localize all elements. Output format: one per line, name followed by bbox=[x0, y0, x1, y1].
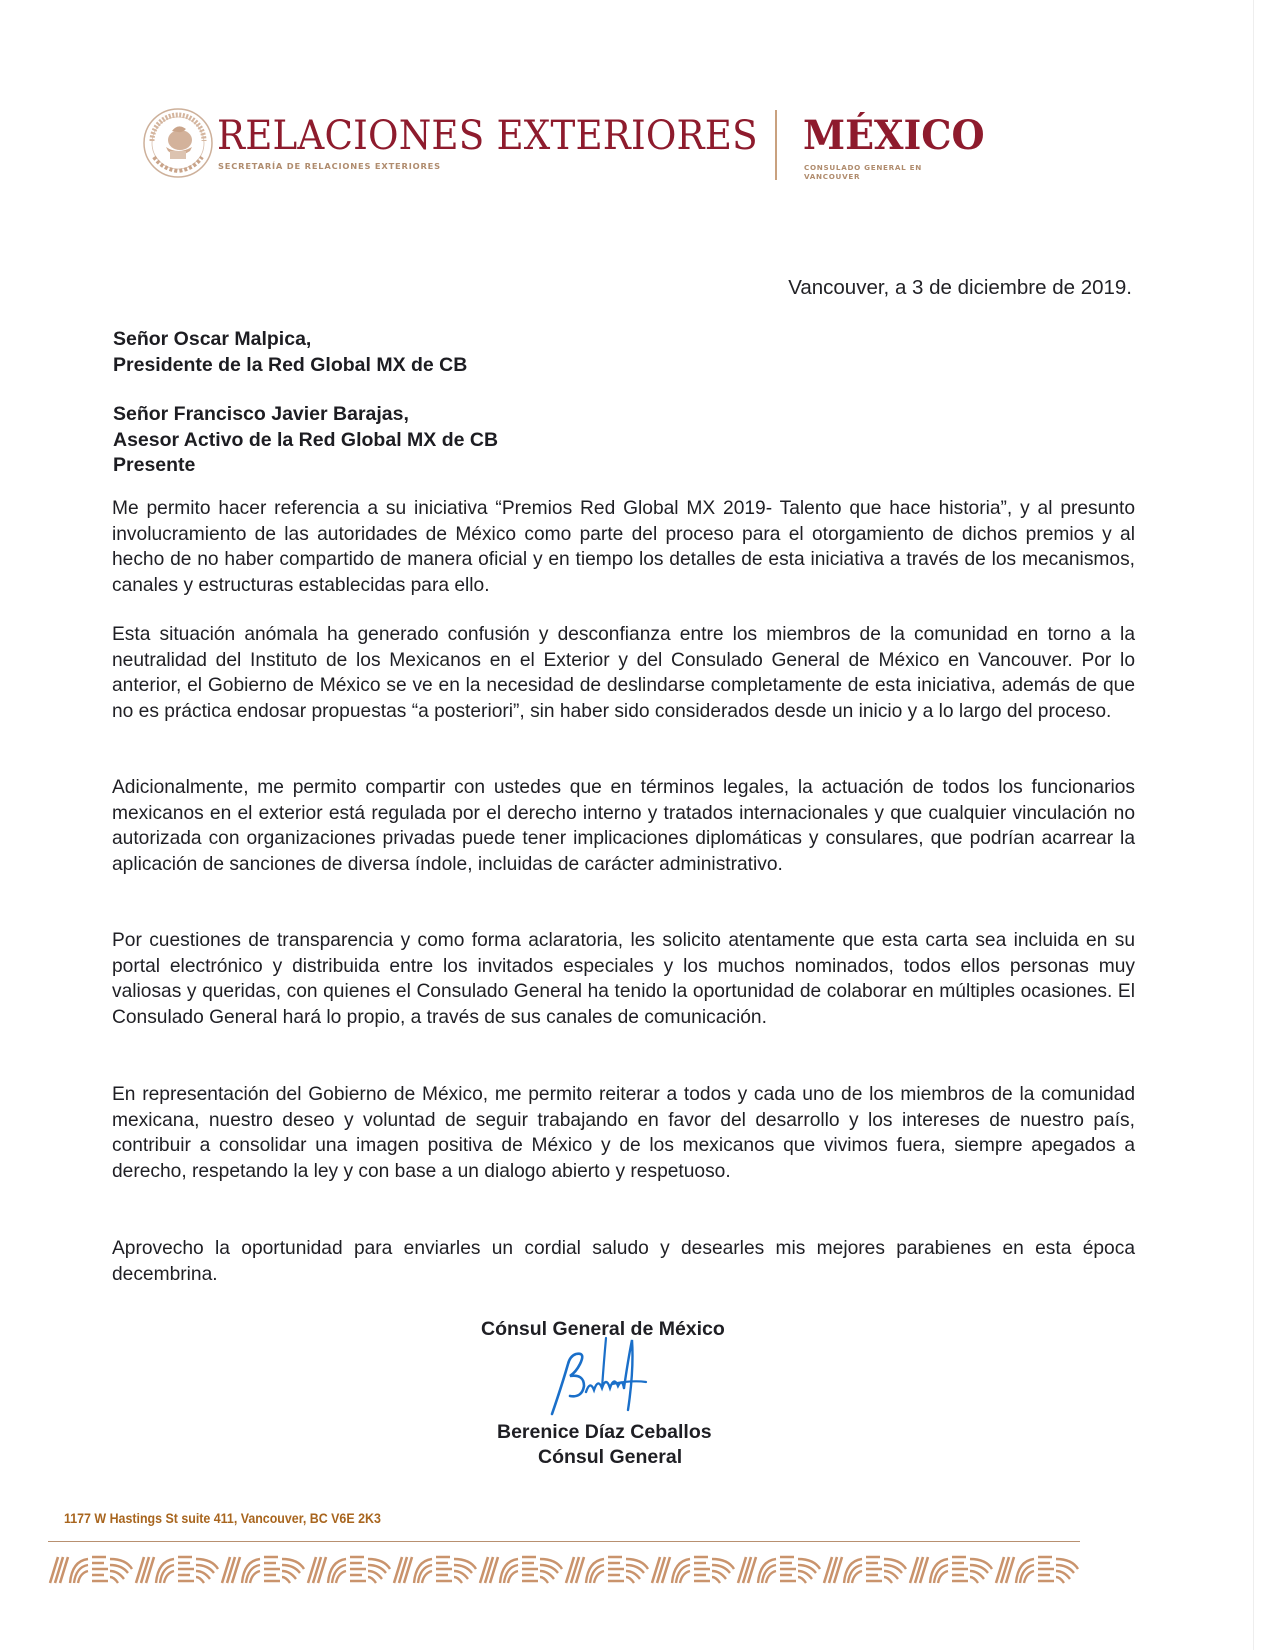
body-paragraph-5: En representación del Gobierno de México, me permito reiterar a todos y cada uno de los miembros de la comunidad mexicana, nuestro deseo y voluntad de seguir trabajando en favor del desarrollo y los intereses de nuestro país, contribuir a consolidar una imagen positiva de México y de los mexicanos que vivimos fuera, siempre apegados a derecho, respetando la ley y con base a un dialogo abierto y respetuoso. bbox=[112, 1084, 1135, 1182]
decorative-pattern-band-icon bbox=[48, 1553, 1080, 1585]
letter-date: Vancouver, a 3 de diciembre de 2019. bbox=[788, 276, 1132, 299]
footer-address: 1177 W Hastings St suite 411, Vancouver, BC V6E 2K3 bbox=[64, 1511, 381, 1526]
body-paragraph-4: Por cuestiones de transparencia y como forma aclaratoria, les solicito atentamente que esta carta sea incluida en su portal electrónico y distribuida entre los invitados especiales y los muchos nominados, todos ellos personas muy valiosas y queridas, con quienes el Consulado General ha tenido la oportunidad de colaborar en múltiples ocasiones. El Consulado General hará lo propio, a través de sus canales de comunicación. bbox=[112, 930, 1135, 1028]
body-paragraph-6: Aprovecho la oportunidad para enviarles un cordial saludo y desearles mis mejores parabienes en esta época decembrina. bbox=[112, 1238, 1135, 1285]
letterhead-office bbox=[804, 163, 934, 181]
recipient-line: Señor Francisco Javier Barajas, bbox=[113, 403, 409, 425]
letterhead-country: MÉXICO bbox=[803, 112, 985, 159]
mexican-coat-of-arms-seal-icon bbox=[142, 107, 214, 179]
office-line-1: CONSULADO GENERAL EN bbox=[804, 163, 922, 172]
signatory-name: Berenice Díaz Ceballos bbox=[497, 1421, 712, 1443]
recipient-line: Presente bbox=[113, 454, 196, 476]
page-edge bbox=[1253, 0, 1254, 1650]
office-line-2: VANCOUVER bbox=[804, 172, 861, 181]
letterhead-title: RELACIONES EXTERIORES bbox=[217, 113, 758, 159]
letterhead-divider bbox=[775, 110, 777, 180]
signature-title: Cónsul General de México bbox=[481, 1318, 725, 1340]
signatory-role: Cónsul General bbox=[538, 1446, 683, 1468]
letterhead-subtitle: SECRETARÍA DE RELACIONES EXTERIORES bbox=[218, 161, 441, 171]
recipients bbox=[113, 327, 498, 503]
body-paragraph-2: Esta situación anómala ha generado confusión y desconfianza entre los miembros de la comunidad en torno a la neutralidad del Instituto de los Mexicanos en el Exterior y del Consulado General de México en Vancouver. Por lo anterior, el Gobierno de México se ve en la necesidad de deslindarse completamente de esta iniciativa, además de que no es práctica endosar propuestas “a posteriori”, sin haber sido considerados desde un inicio y a lo largo del proceso. bbox=[112, 624, 1135, 722]
recipient-block bbox=[113, 327, 498, 378]
handwritten-signature-icon bbox=[540, 1330, 660, 1420]
recipient-line: Asesor Activo de la Red Global MX de CB bbox=[113, 428, 499, 451]
footer-rule bbox=[48, 1541, 1080, 1542]
recipient-line: Señor Oscar Malpica, bbox=[113, 328, 312, 350]
body-paragraph-3: Adicionalmente, me permito compartir con ustedes que en términos legales, la actuación de todos los funcionarios mexicanos en el exterior está regulada por el derecho interno y tratados internacionales y que cualquier vinculación no autorizada con organizaciones privadas puede tener implicaciones diplomáticas y consulares, que podrían acarrear la aplicación de sanciones de diversa índole, incluidas de carácter administrativo. bbox=[112, 777, 1135, 875]
recipient-line: Presidente de la Red Global MX de CB bbox=[113, 353, 468, 376]
body-paragraph-1: Me permito hacer referencia a su iniciativa “Premios Red Global MX 2019- Talento que hace historia”, y al presunto involucramiento de las autoridades de México como parte del proceso para el otorgamiento de dichos premios y al hecho de no haber compartido de manera oficial y en tiempo los detalles de esta iniciativa a través de los mecanismos, canales y estructuras establecidas para ello. bbox=[112, 498, 1135, 596]
recipient-block bbox=[113, 402, 498, 479]
